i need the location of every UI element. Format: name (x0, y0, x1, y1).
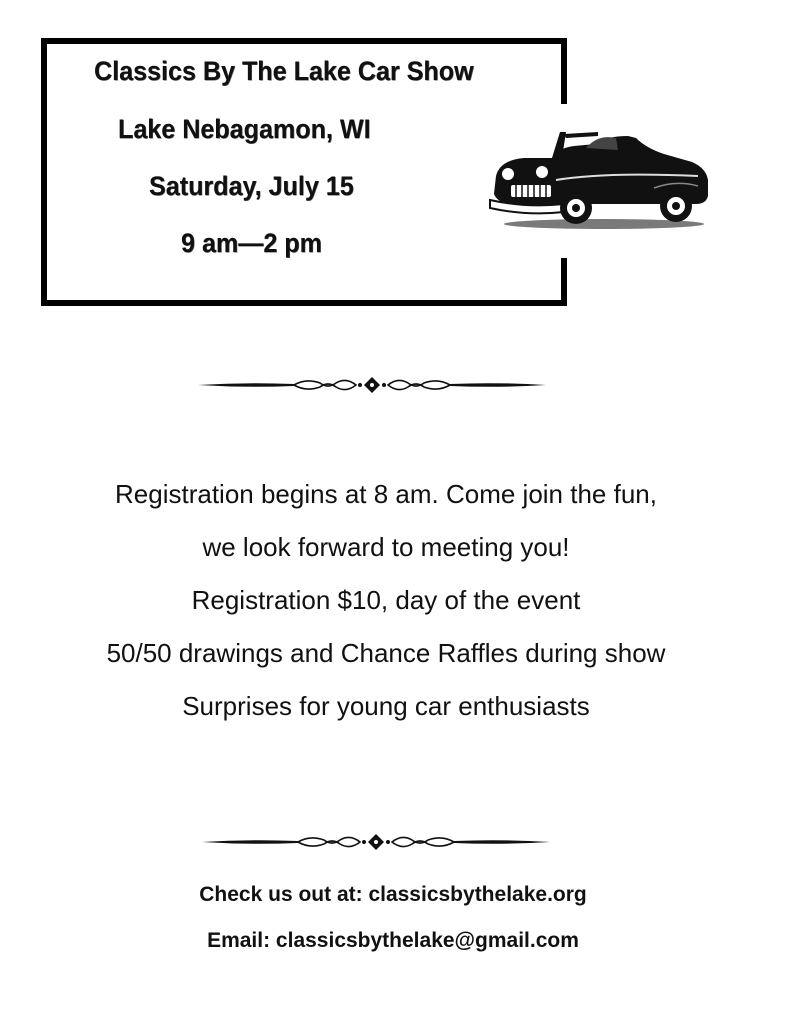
ornamental-divider-icon (196, 375, 548, 395)
registration-start-text: Registration begins at 8 am. Come join the fun, (115, 479, 657, 509)
event-time: 9 am—2 pm (181, 228, 322, 258)
event-date: Saturday, July 15 (149, 171, 354, 201)
welcome-text: we look forward to meeting you! (202, 532, 570, 562)
kids-surprises-text: Surprises for young car enthusiasts (182, 691, 590, 721)
email-line: Email: classicsbythelake@gmail.com (207, 929, 579, 952)
classic-car-icon (486, 124, 714, 234)
event-title: Classics By The Lake Car Show (94, 56, 474, 86)
event-location: Lake Nebagamon, WI (118, 114, 371, 144)
website-line: Check us out at: classicsbythelake.org (199, 883, 587, 906)
ornamental-divider-icon (200, 832, 552, 852)
registration-fee-text: Registration $10, day of the event (191, 585, 581, 615)
raffles-text: 50/50 drawings and Chance Raffles during show (106, 638, 666, 668)
